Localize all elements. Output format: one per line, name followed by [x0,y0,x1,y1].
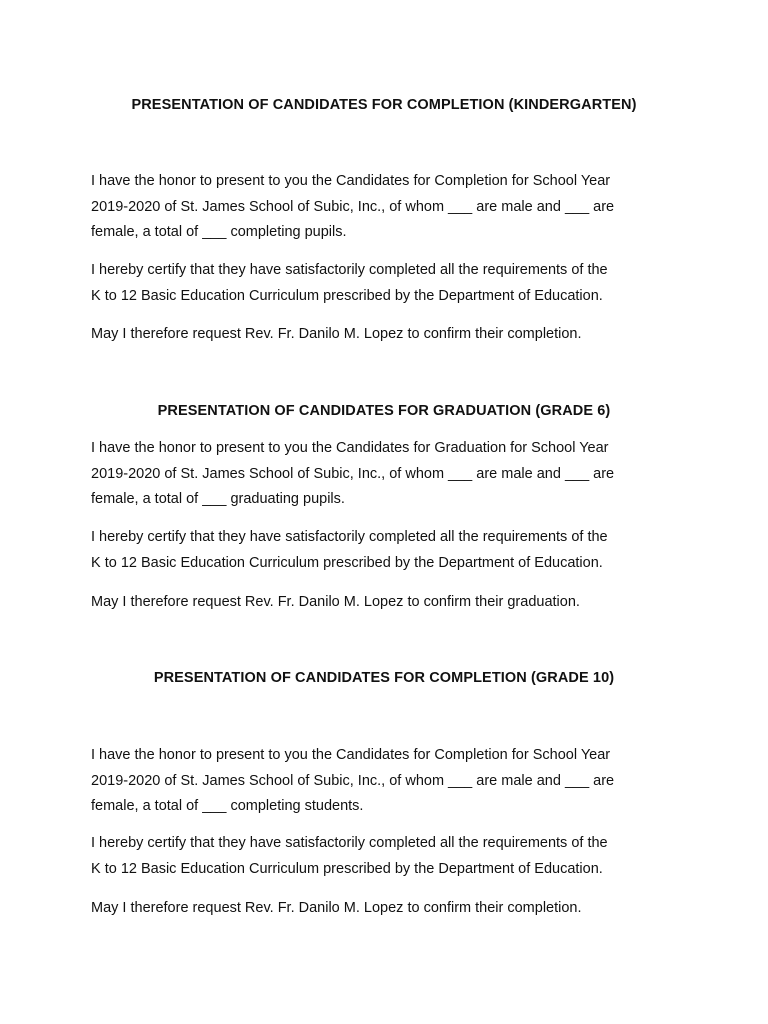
paragraph-line: I hereby certify that they have satisfactorily completed all the requirements of the [91,529,608,545]
paragraph-line: 2019-2020 of St. James School of Subic, Inc., of whom ___ are male and ___ are [91,772,615,789]
paragraph-line: 2019-2020 of St. James School of Subic, Inc., of whom ___ are male and ___ are [91,198,615,215]
paragraph-line: I have the honor to present to you the Candidates for Completion for School Year [91,173,611,189]
section-kindergarten-paragraph-2 [91,258,691,309]
section-grade-10-paragraph-1 [91,743,691,820]
paragraph-line: K to 12 Basic Education Curriculum prescribed by the Department of Education. [91,287,603,304]
section-heading-grade-10: PRESENTATION OF CANDIDATES FOR COMPLETION (GRADE 10) [153,670,615,686]
paragraph-line: May I therefore request Rev. Fr. Danilo M. Lopez to confirm their completion. [91,326,582,342]
paragraph-line: female, a total of ___ completing students. [91,798,364,814]
paragraph-line: 2019-2020 of St. James School of Subic, Inc., of whom ___ are male and ___ are [91,465,615,482]
paragraph-line: K to 12 Basic Education Curriculum prescribed by the Department of Education. [91,860,603,877]
paragraph-line: I have the honor to present to you the Candidates for Graduation for School Year [91,440,609,456]
paragraph-line: I have the honor to present to you the Candidates for Completion for School Year [91,747,611,763]
section-heading-kindergarten: PRESENTATION OF CANDIDATES FOR COMPLETION (KINDERGARTEN) [131,97,637,113]
section-grade-10-paragraph-2 [91,831,691,882]
section-kindergarten-paragraph-3 [91,322,691,348]
paragraph-line: K to 12 Basic Education Curriculum prescribed by the Department of Education. [91,554,603,571]
section-heading-grade-6: PRESENTATION OF CANDIDATES FOR GRADUATION (GRADE 6) [157,403,611,419]
paragraph-line: May I therefore request Rev. Fr. Danilo M. Lopez to confirm their completion. [91,900,582,916]
paragraph-line: female, a total of ___ graduating pupils. [91,491,345,507]
section-grade-6-paragraph-2 [91,525,691,576]
paragraph-line: I hereby certify that they have satisfactorily completed all the requirements of the [91,262,608,278]
section-grade-10-paragraph-3 [91,896,691,922]
paragraph-line: I hereby certify that they have satisfactorily completed all the requirements of the [91,835,608,851]
paragraph-line: May I therefore request Rev. Fr. Danilo M. Lopez to confirm their graduation. [91,594,580,610]
paragraph-line: female, a total of ___ completing pupils. [91,224,347,240]
section-kindergarten-paragraph-1 [91,169,691,246]
section-grade-6-paragraph-3 [91,590,691,616]
section-grade-6-paragraph-1 [91,436,691,513]
